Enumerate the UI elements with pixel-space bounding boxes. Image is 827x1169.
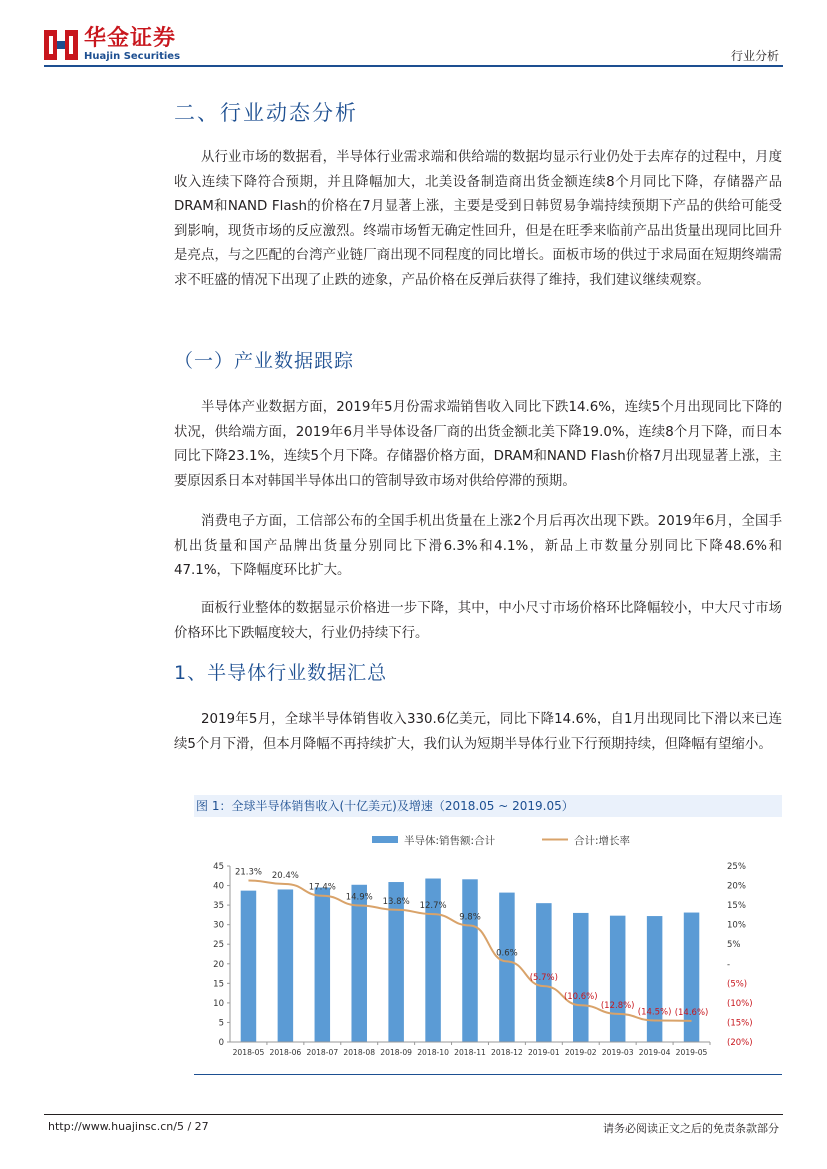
growth-data-label: 20.4% (271, 870, 299, 881)
paragraph-text: 半导体产业数据方面，2019年5月份需求端销售收入同比下跌14.6%，连续5个月出现同比下降的状况，供给端方面，2019年6月半导体设备厂商的出货金额北美下降19.0%，连续8个月下降，而日本同比下降23.1%，连续5个月下降。存储器价格方面，DRAM和NAND Flash价格7月出现显著上涨，主要原因系日本对韩国半导体出口的管制导致市场对供给停滞的预期。 (174, 400, 782, 489)
growth-data-label: (12.8%) (600, 1000, 635, 1011)
x-tick-label: 2018-08 (343, 1048, 376, 1057)
x-tick-label: 2019-05 (675, 1048, 708, 1057)
right-axis (727, 862, 753, 1048)
subsection-heading-semiconductor: 1、半导体行业数据汇总 (174, 662, 388, 684)
footer-disclaimer: 请务必阅读正文之后的免责条款部分 (603, 1122, 779, 1135)
x-tick-label: 2018-07 (306, 1048, 339, 1057)
sales-bar (573, 913, 589, 1042)
section-heading: 二、行业动态分析 (174, 101, 358, 125)
paragraph-panel-industry (174, 597, 782, 646)
x-tick-label: 2018-10 (417, 1048, 449, 1057)
sales-bar (241, 891, 257, 1042)
left-tick-label: 30 (213, 920, 224, 931)
brand-name-cn: 华金证券 (84, 26, 177, 51)
left-tick-label: 20 (213, 959, 224, 970)
growth-data-label: 12.7% (419, 901, 447, 912)
sales-bar (351, 885, 367, 1042)
sales-bar (647, 916, 663, 1042)
sales-bar (278, 889, 294, 1042)
paragraph-semiconductor-data (174, 396, 782, 494)
x-tick-label: 2018-09 (380, 1048, 413, 1057)
left-tick-label: 40 (213, 881, 224, 892)
right-tick-label: 5% (727, 940, 741, 951)
left-tick-label: 35 (213, 901, 224, 912)
x-tick-label: 2019-01 (527, 1048, 560, 1057)
left-tick-label: 45 (213, 862, 224, 872)
x-tick-label: 2018-05 (232, 1048, 265, 1057)
figure-title: 图 1：全球半导体销售收入(十亿美元)及增速（2018.05 ~ 2019.05） (196, 799, 574, 813)
left-axis (213, 862, 230, 1048)
growth-data-label: 17.4% (308, 882, 336, 893)
paragraph-text: 从行业市场的数据看，半导体行业需求端和供给端的数据均显示行业仍处于去库存的过程中，月度收入连续下降符合预期，并且降幅加大，北美设备制造商出货金额连续8个月同比下降，存储器产品DRAM和NAND Flash的价格在7月显著上涨，主要是受到日韩贸易争端持续预期下产品的供给可能受到影响，现货市场的反应激烈。终端市场暂无确定性回升，但是在旺季来临前产品出货量出现同比回升是亮点，与之匹配的台湾产业链厂商出现不同程度的同比增长。面板市场的供过于求局面在短期终端需求不旺盛的情况下出现了止跌的迹象，产品价格在反弹后获得了维持，我们建议继续观察。 (174, 150, 782, 288)
growth-data-label: 13.8% (382, 896, 410, 907)
huajin-logo-icon (44, 28, 78, 62)
growth-data-label: 14.9% (345, 892, 373, 903)
right-tick-label: (10%) (727, 998, 753, 1009)
sales-growth-chart (194, 820, 782, 1070)
bar-series (241, 879, 700, 1042)
x-axis (230, 1042, 710, 1057)
paragraph-consumer-electronics (174, 510, 782, 584)
sales-bar (315, 888, 331, 1042)
x-tick-label: 2019-02 (564, 1048, 597, 1057)
page-number: 5 / 27 (176, 1120, 209, 1133)
growth-data-label: 0.6% (496, 948, 518, 959)
footer-url-page (48, 1120, 209, 1133)
paragraph-text: 面板行业整体的数据显示价格进一步下降，其中，中小尺寸市场价格环比降幅较小，中大尺寸市场价格环比下跌幅度较大，行业仍持续下行。 (174, 601, 782, 641)
footer-divider (44, 1114, 783, 1115)
paragraph-text: 消费电子方面，工信部公布的全国手机出货量在上涨2个月后再次出现下跌。2019年6月，全国手机出货量和国产品牌出货量分别同比下滑6.3%和4.1%，新品上市数量分别同比下降48.6%和47.1%，下降幅度环比扩大。 (174, 514, 782, 578)
sales-bar (610, 916, 626, 1042)
legend (372, 834, 631, 847)
x-tick-label: 2019-04 (638, 1048, 671, 1057)
sales-bar (684, 913, 700, 1042)
left-tick-label: 0 (218, 1038, 224, 1048)
x-tick-label: 2019-03 (601, 1048, 634, 1057)
header-divider (44, 65, 783, 67)
growth-data-label: 21.3% (234, 867, 262, 878)
paragraph-semiconductor-summary (174, 708, 782, 757)
paragraph-industry-overview (174, 146, 782, 293)
x-tick-label: 2018-11 (454, 1048, 486, 1057)
right-tick-label: - (727, 959, 731, 970)
x-tick-label: 2018-06 (269, 1048, 302, 1057)
right-tick-label: (5%) (727, 979, 748, 990)
growth-data-label: (5.7%) (529, 973, 558, 984)
growth-data-label: 9.8% (459, 912, 481, 923)
right-tick-label: 10% (727, 920, 746, 931)
sales-bar (462, 879, 478, 1042)
left-tick-label: 5 (218, 1018, 224, 1029)
growth-data-label: (14.5%) (637, 1007, 672, 1018)
growth-data-label: (14.6%) (674, 1007, 709, 1018)
growth-data-label: (10.6%) (563, 992, 598, 1003)
right-tick-label: (20%) (727, 1038, 753, 1048)
legend-bar-label: 半导体:销售额:合计 (404, 835, 496, 847)
brand-name-en: Huajin Securities (84, 51, 181, 62)
subsection-heading: （一）产业数据跟踪 (174, 350, 355, 372)
x-tick-label: 2018-12 (491, 1048, 523, 1057)
legend-bar-swatch (372, 836, 398, 843)
figure-bottom-rule (194, 1074, 782, 1075)
right-tick-label: 20% (727, 881, 746, 892)
legend-line-label: 合计:增长率 (574, 835, 631, 847)
left-tick-label: 25 (213, 940, 224, 951)
section-tag: 行业分析 (730, 49, 779, 63)
left-tick-label: 10 (213, 998, 224, 1009)
right-tick-label: (15%) (727, 1018, 753, 1029)
left-tick-label: 15 (213, 979, 224, 990)
paragraph-text: 2019年5月，全球半导体销售收入330.6亿美元，同比下降14.6%，自1月出现同比下滑以来已连续5个月下滑，但本月降幅不再持续扩大，我们认为短期半导体行业下行预期持续，但降幅有望缩小。 (174, 712, 782, 752)
sales-bar (499, 893, 515, 1042)
right-tick-label: 15% (727, 901, 746, 912)
website-link[interactable]: http://www.huajinsc.cn/ (48, 1120, 177, 1133)
right-tick-label: 25% (727, 862, 746, 872)
